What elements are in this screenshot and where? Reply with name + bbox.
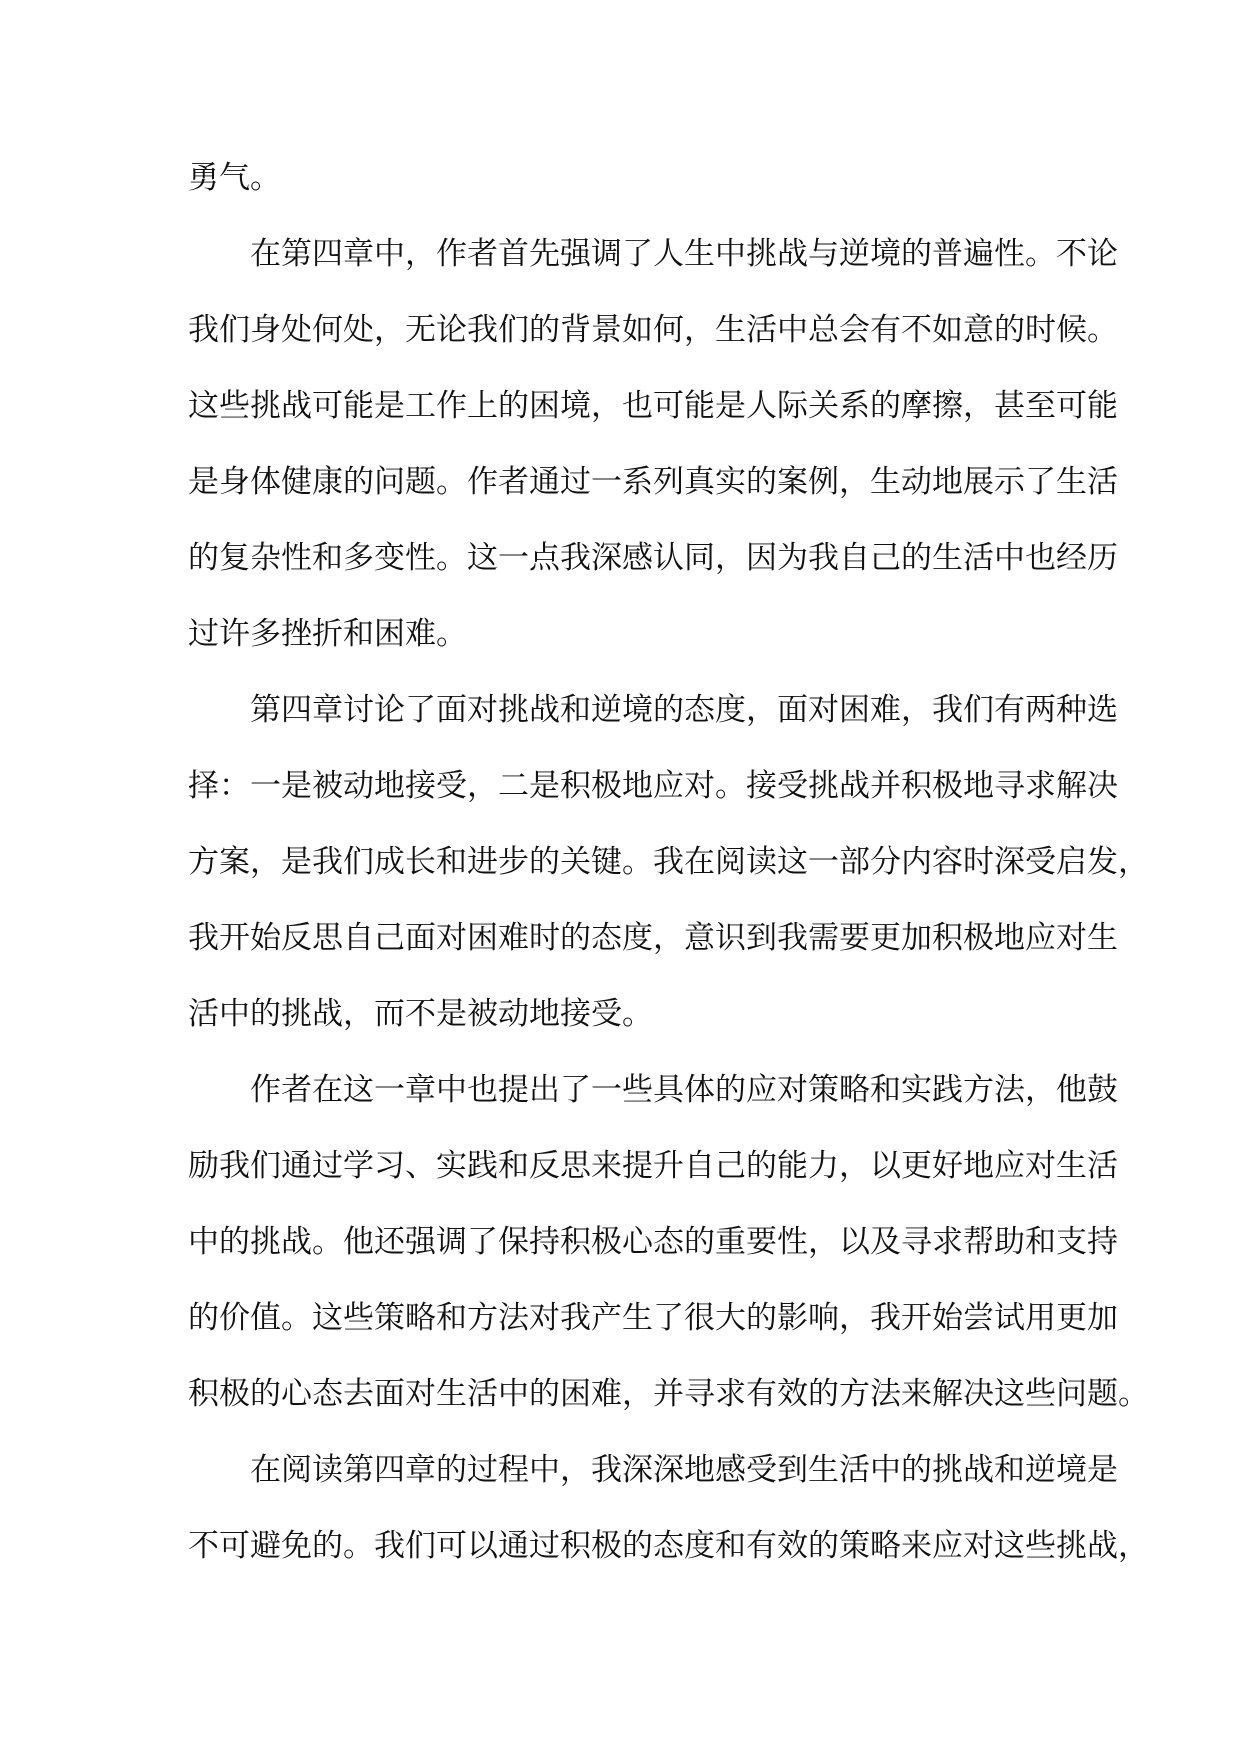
text-line: 勇气。 (188, 160, 281, 196)
text-line: 中的挑战。他还强调了保持积极心态的重要性，以及寻求帮助和支持 (188, 1224, 1118, 1260)
paragraph-first-line: 作者在这一章中也提出了一些具体的应对策略和实践方法，他鼓 (250, 1072, 1118, 1108)
text-line: 励我们通过学习、实践和反思来提升自己的能力，以更好地应对生活 (188, 1148, 1118, 1184)
text-line: 不可避免的。我们可以通过积极的态度和有效的策略来应对这些挑战， (188, 1528, 1149, 1564)
text-line: 积极的心态去面对生活中的困难，并寻求有效的方法来解决这些问题。 (188, 1376, 1149, 1412)
paragraph-first-line: 在第四章中，作者首先强调了人生中挑战与逆境的普遍性。不论 (250, 236, 1118, 272)
document-body (188, 140, 1149, 1584)
text-line: 的价值。这些策略和方法对我产生了很大的影响，我开始尝试用更加 (188, 1300, 1118, 1336)
text-line: 择：一是被动地接受，二是积极地应对。接受挑战并积极地寻求解决 (188, 768, 1118, 804)
paragraph-first-line: 第四章讨论了面对挑战和逆境的态度，面对困难，我们有两种选 (250, 692, 1118, 728)
text-line: 过许多挫折和困难。 (188, 616, 467, 652)
text-line: 我开始反思自己面对困难时的态度，意识到我需要更加积极地应对生 (188, 920, 1118, 956)
text-line: 活中的挑战，而不是被动地接受。 (188, 996, 653, 1032)
text-line: 这些挑战可能是工作上的困境，也可能是人际关系的摩擦，甚至可能 (188, 388, 1118, 424)
text-line: 的复杂性和多变性。这一点我深感认同，因为我自己的生活中也经历 (188, 540, 1118, 576)
text-line: 方案，是我们成长和进步的关键。我在阅读这一部分内容时深受启发， (188, 844, 1149, 880)
text-line: 是身体健康的问题。作者通过一系列真实的案例，生动地展示了生活 (188, 464, 1118, 500)
paragraph-first-line: 在阅读第四章的过程中，我深深地感受到生活中的挑战和逆境是 (250, 1452, 1118, 1488)
text-line: 我们身处何处，无论我们的背景如何，生活中总会有不如意的时候。 (188, 312, 1118, 348)
